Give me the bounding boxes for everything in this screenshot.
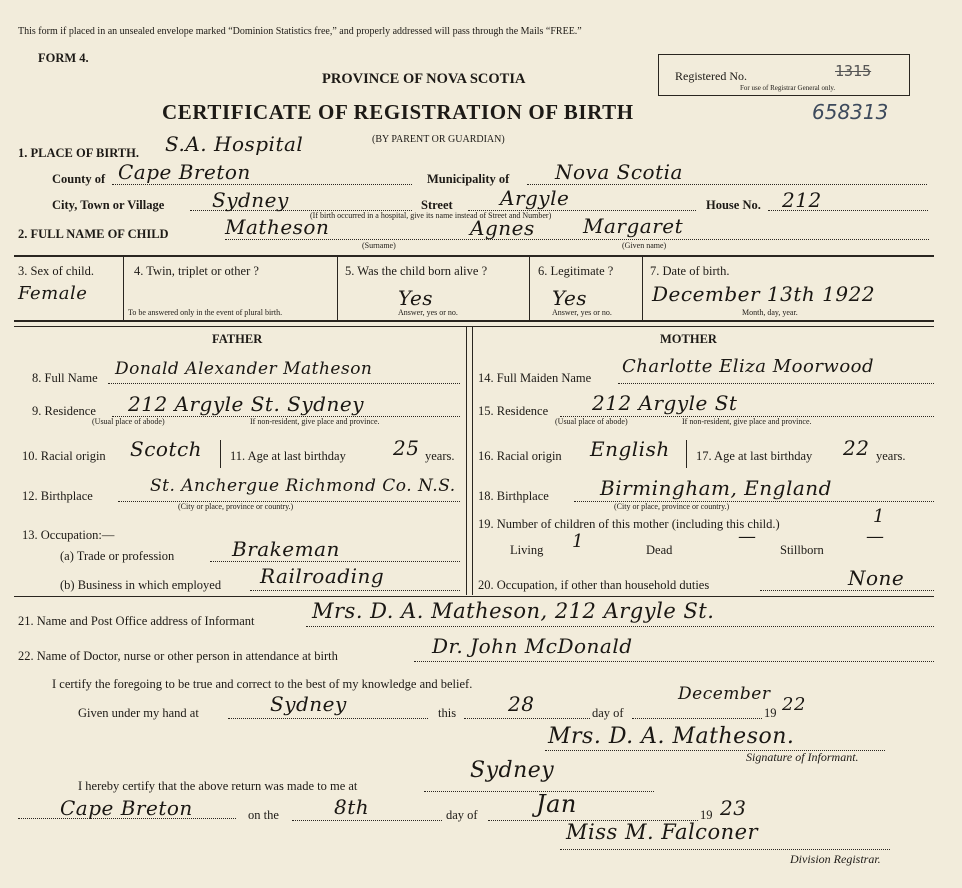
mother-name-line	[618, 383, 934, 384]
value-date-birth: December 13th 1922	[652, 282, 876, 306]
full-name-line	[225, 239, 929, 240]
label-mother-name: 14. Full Maiden Name	[478, 371, 592, 385]
label-given-under: Given under my hand at	[78, 706, 199, 720]
label-father-racial: 10. Racial origin	[22, 449, 106, 463]
value-stillborn: —	[866, 526, 885, 547]
label-day-of: day of	[592, 706, 624, 720]
grid-top-rule	[14, 255, 934, 257]
value-father-name: Donald Alexander Matheson	[115, 359, 373, 379]
value-day2: 8th	[334, 795, 370, 819]
mother-bp-note: (City or place, province or country.)	[614, 502, 730, 511]
label-sex: 3. Sex of child.	[18, 264, 95, 278]
subtitle: (BY PARENT OR GUARDIAN)	[372, 134, 505, 145]
label-mother-racial: 16. Racial origin	[478, 449, 562, 463]
label-informant: 21. Name and Post Office address of Informant	[18, 614, 255, 628]
envelope-note: This form if placed in an unsealed envelope marked “Dominion Statistics free,” and properly addressed will pass through the Mails “FREE.”	[18, 26, 582, 37]
label-living: Living	[510, 543, 544, 557]
value-born-alive: Yes	[398, 286, 434, 310]
value-mother-birthplace: Birmingham, England	[600, 476, 832, 500]
value-year: 22	[782, 694, 806, 715]
value-mother-name: Charlotte Eliza Moorwood	[622, 356, 875, 377]
value-month: December	[678, 684, 771, 704]
value-city: Sydney	[212, 188, 289, 212]
value-doctor: Dr. John McDonald	[432, 634, 633, 658]
label-year-prefix: 19	[764, 706, 777, 720]
doctor-line	[414, 661, 934, 662]
label-children: 19. Number of children of this mother (including this child.)	[478, 517, 780, 531]
value-mother-residence: 212 Argyle St	[592, 391, 738, 415]
value-children: 1	[873, 506, 885, 527]
label-day-of-2: day of	[446, 808, 478, 822]
day2-line	[292, 820, 442, 821]
legitimate-note: Answer, yes or no.	[552, 308, 612, 317]
father-years: years.	[425, 449, 455, 463]
mother-heading: MOTHER	[660, 332, 717, 346]
value-registrar-signature: Miss M. Falconer	[566, 820, 759, 844]
registered-value: 1315	[835, 62, 872, 80]
label-on-the: on the	[248, 808, 279, 822]
certify-statement: I certify the foregoing to be true and correct to the best of my knowledge and belief.	[52, 677, 473, 691]
label-dead: Dead	[646, 543, 673, 557]
label-full-name: 2. FULL NAME OF CHILD	[18, 227, 169, 241]
father-bp-note: (City or place, province or country.)	[178, 502, 294, 511]
column-divider	[466, 327, 467, 595]
label-hereby: I hereby certify that the above return was made to me at	[78, 779, 358, 793]
father-age-divider	[220, 440, 221, 468]
label-trade: (a) Trade or profession	[60, 549, 175, 563]
vrule-4	[642, 256, 643, 320]
label-mother-age: 17. Age at last birthday	[696, 449, 813, 463]
municipality-line	[527, 184, 927, 185]
mother-res-note: (Usual place of abode)	[555, 417, 628, 426]
label-this: this	[438, 706, 457, 720]
father-res-note: (Usual place of abode)	[92, 417, 165, 426]
informant-line	[306, 626, 934, 627]
label-father-name: 8. Full Name	[32, 371, 98, 385]
value-sex: Female	[18, 283, 88, 304]
value-informant: Mrs. D. A. Matheson, 212 Argyle St.	[312, 599, 715, 623]
value-month2: Jan	[536, 790, 577, 818]
value-day: 28	[508, 692, 535, 716]
vrule-2	[337, 256, 338, 320]
label-signature-informant: Signature of Informant.	[746, 750, 859, 764]
value-father-racial: Scotch	[130, 437, 203, 461]
value-given-at: Sydney	[270, 692, 347, 716]
father-heading: FATHER	[212, 332, 263, 346]
label-legitimate: 6. Legitimate ?	[538, 264, 614, 278]
father-nonres-note: If non-resident, give place and province.	[250, 417, 380, 426]
label-mother-occupation: 20. Occupation, if other than household duties	[478, 578, 710, 592]
value-county: Cape Breton	[118, 160, 251, 184]
label-occupation: 13. Occupation:—	[22, 528, 115, 542]
value-legitimate: Yes	[552, 286, 588, 310]
label-municipality: Municipality of	[427, 172, 510, 186]
given-at-line	[228, 718, 428, 719]
value-father-residence: 212 Argyle St. Sydney	[128, 392, 364, 416]
county-line	[112, 184, 412, 185]
value-father-age: 25	[393, 436, 420, 460]
value-street: Argyle	[500, 186, 570, 210]
province-title: PROVINCE OF NOVA SCOTIA	[322, 71, 526, 87]
mother-nonres-note: If non-resident, give place and province.	[682, 417, 812, 426]
label-date-birth: 7. Date of birth.	[650, 264, 730, 278]
hospital-note: (If birth occurred in a hospital, give its name instead of Street and Number)	[310, 211, 552, 220]
mother-years: years.	[876, 449, 906, 463]
given-caption: (Given name)	[622, 241, 667, 250]
label-twin: 4. Twin, triplet or other ?	[134, 264, 259, 278]
form-number: FORM 4.	[38, 51, 89, 65]
vrule-1	[123, 256, 124, 320]
label-place-of-birth: 1. PLACE OF BIRTH.	[18, 146, 139, 160]
value-trade: Brakeman	[232, 537, 340, 561]
value-municipality: Nova Scotia	[555, 160, 683, 184]
value-signature: Mrs. D. A. Matheson.	[548, 724, 795, 749]
value-living: 1	[572, 531, 584, 552]
value-county2: Cape Breton	[60, 796, 193, 820]
registered-label: Registered No.	[675, 69, 747, 83]
grid-mid-rule	[14, 320, 934, 322]
label-mother-residence: 15. Residence	[478, 404, 549, 418]
column-divider-2	[472, 327, 473, 595]
mother-occupation-line	[760, 590, 934, 591]
grid-bottom-rule	[14, 596, 934, 597]
label-doctor: 22. Name of Doctor, nurse or other person in attendance at birth	[18, 649, 338, 663]
label-division-registrar: Division Registrar.	[790, 852, 881, 866]
value-surname: Matheson	[225, 215, 330, 239]
label-father-birthplace: 12. Birthplace	[22, 489, 93, 503]
label-street: Street	[421, 198, 453, 212]
label-city: City, Town or Village	[52, 198, 165, 212]
label-house: House No.	[706, 198, 761, 212]
label-county: County of	[52, 172, 106, 186]
value-father-birthplace: St. Anchergue Richmond Co. N.S.	[150, 476, 456, 496]
label-born-alive: 5. Was the child born alive ?	[345, 264, 488, 278]
value-mother-age: 22	[843, 436, 870, 460]
label-father-residence: 9. Residence	[32, 404, 96, 418]
value-mother-occupation: None	[848, 566, 905, 590]
date-note: Month, day, year.	[742, 308, 798, 317]
twin-note: To be answered only in the event of plural birth.	[128, 308, 283, 317]
born-alive-note: Answer, yes or no.	[398, 308, 458, 317]
value-place-of-birth: S.A. Hospital	[165, 132, 304, 156]
label-year-prefix-2: 19	[700, 808, 713, 822]
surname-caption: (Surname)	[362, 241, 396, 250]
label-mother-birthplace: 18. Birthplace	[478, 489, 549, 503]
value-given-2: Margaret	[583, 214, 684, 238]
value-dead: —	[738, 526, 757, 547]
stamp-number: 658313	[812, 100, 889, 124]
label-father-age: 11. Age at last birthday	[230, 449, 346, 463]
business-line	[250, 590, 460, 591]
vrule-3	[529, 256, 530, 320]
label-business: (b) Business in which employed	[60, 578, 222, 592]
value-house: 212	[782, 188, 822, 212]
label-stillborn: Stillborn	[780, 543, 824, 557]
value-business: Railroading	[260, 564, 385, 588]
value-made-at: Sydney	[470, 758, 555, 783]
value-mother-racial: English	[590, 437, 670, 461]
page-title: CERTIFICATE OF REGISTRATION OF BIRTH	[162, 100, 634, 124]
value-year2: 23	[720, 796, 747, 820]
father-name-line	[108, 383, 460, 384]
registrar-line	[560, 849, 890, 850]
mother-age-divider	[686, 440, 687, 468]
registrar-use-note: For use of Registrar General only.	[740, 84, 836, 92]
day-line	[464, 718, 590, 719]
trade-line	[210, 561, 460, 562]
value-given-1: Agnes	[470, 216, 535, 240]
grid-mid-rule-2	[14, 326, 934, 327]
month-line	[632, 718, 762, 719]
